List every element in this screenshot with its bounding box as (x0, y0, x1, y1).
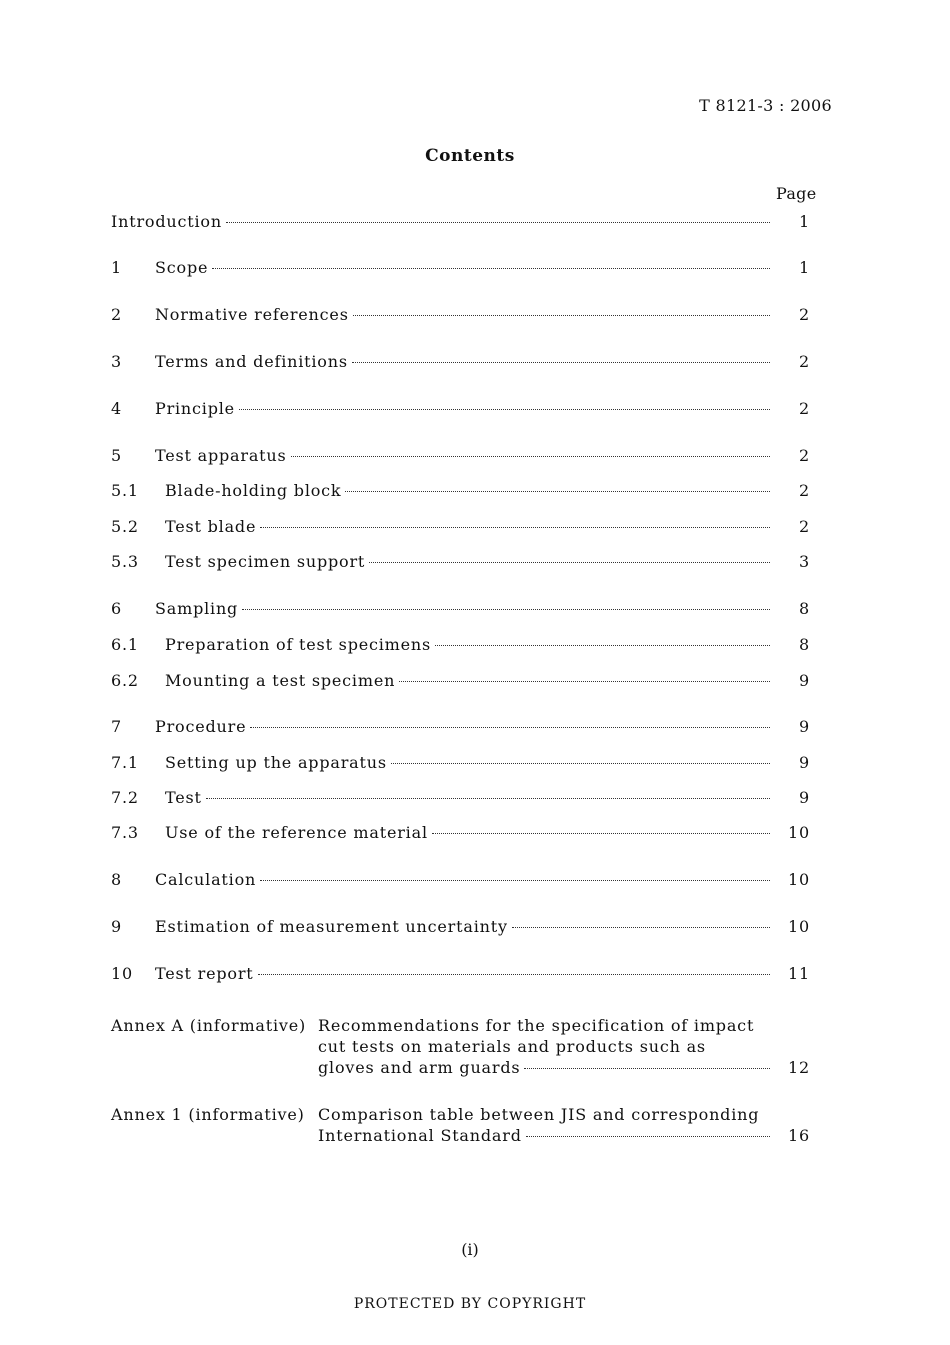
toc-entry-page: 2 (799, 399, 810, 418)
annex-title-last-line (318, 1125, 810, 1146)
toc-entry-page: 8 (799, 599, 810, 618)
toc-entry-label: Test (165, 788, 202, 807)
toc-entry-number: 10 (111, 964, 133, 983)
dot-leader (242, 609, 770, 610)
annex-heading: Annex A (informative) (111, 1016, 307, 1035)
document-code: T 8121-3 : 2006 (699, 96, 832, 115)
dot-leader (435, 645, 770, 646)
toc-entry[interactable] (111, 599, 810, 625)
toc-entry-number: 5 (111, 446, 122, 465)
toc-entry-number: 2 (111, 305, 122, 324)
annex-title-last-line (318, 1057, 810, 1078)
toc-entry-page: 10 (788, 917, 810, 936)
annex-entry[interactable] (111, 1104, 810, 1146)
toc-entry-label: Test blade (165, 517, 257, 536)
toc-entry-number: 9 (111, 917, 122, 936)
dot-leader (432, 833, 770, 834)
toc-entry-label: Normative references (155, 305, 349, 324)
toc-entry-page: 9 (799, 788, 810, 807)
toc-entry-page: 8 (799, 635, 810, 654)
toc-entry-number: 4 (111, 399, 122, 418)
annex-entry[interactable] (111, 1015, 810, 1078)
toc-entry[interactable] (111, 717, 810, 743)
toc-entry-page: 2 (799, 446, 810, 465)
toc-entry-number: 7.1 (111, 753, 139, 772)
toc-entry-page: 1 (799, 258, 810, 277)
toc-entry[interactable] (111, 481, 810, 507)
toc-entry-page: 10 (788, 870, 810, 889)
toc-entry-number: 3 (111, 352, 122, 371)
dot-leader (212, 268, 770, 269)
toc-entry-page: 10 (788, 823, 810, 842)
toc-entry[interactable] (111, 870, 810, 896)
toc-entry-label: Blade-holding block (165, 481, 342, 500)
toc-entry-label: Calculation (155, 870, 257, 889)
annex-title (318, 1015, 810, 1078)
toc-entry-number: 6 (111, 599, 122, 618)
toc-entry-label: Test apparatus (155, 446, 287, 465)
page-column-label: Page (776, 184, 817, 203)
table-of-contents (111, 212, 810, 1146)
toc-entry[interactable] (111, 212, 810, 238)
toc-entry[interactable] (111, 552, 810, 578)
toc-entry-number: 7 (111, 717, 122, 736)
toc-entry-label: Use of the reference material (165, 823, 428, 842)
toc-entry[interactable] (111, 352, 810, 378)
toc-entry-label: Setting up the apparatus (165, 753, 387, 772)
toc-entry-label: Preparation of test specimens (165, 635, 432, 654)
toc-entry-label: Test report (155, 964, 254, 983)
toc-entry-number: 6.2 (111, 671, 139, 690)
footer-page-number: (i) (461, 1240, 479, 1259)
toc-entry-page: 2 (799, 517, 810, 536)
toc-entry-label: Introduction (111, 212, 222, 231)
toc-entry-number: 5.1 (111, 481, 139, 500)
toc-entry-label: Mounting a test specimen (165, 671, 396, 690)
toc-entry-number: 7.2 (111, 788, 139, 807)
annex-heading: Annex 1 (informative) (111, 1105, 305, 1124)
toc-entry-page: 9 (799, 671, 810, 690)
page-title: Contents (425, 146, 515, 166)
toc-entry-label: Terms and definitions (155, 352, 348, 371)
toc-entry-number: 5.2 (111, 517, 139, 536)
toc-entry-number: 1 (111, 258, 122, 277)
dot-leader (512, 927, 770, 928)
toc-entry-page: 9 (799, 717, 810, 736)
dot-leader (369, 562, 770, 563)
toc-entry-label: Sampling (155, 599, 239, 618)
dot-leader (524, 1068, 770, 1069)
toc-entry-number: 8 (111, 870, 122, 889)
annex-title (318, 1104, 810, 1146)
dot-leader (206, 798, 770, 799)
dot-leader (291, 456, 770, 457)
dot-leader (352, 362, 770, 363)
dot-leader (345, 491, 770, 492)
toc-entry-number: 7.3 (111, 823, 139, 842)
toc-entry-label: Test specimen support (165, 552, 366, 571)
toc-entry-page: 2 (799, 305, 810, 324)
toc-entry-label: Scope (155, 258, 209, 277)
toc-entry[interactable] (111, 399, 810, 425)
toc-entry[interactable] (111, 671, 810, 697)
toc-entry-number: 6.1 (111, 635, 139, 654)
toc-entry[interactable] (111, 305, 810, 331)
toc-entry-label: Estimation of measurement uncertainty (155, 917, 508, 936)
toc-entry-page: 1 (799, 212, 810, 231)
annex-page: 16 (788, 1126, 810, 1145)
toc-entry-page: 2 (799, 481, 810, 500)
toc-entry[interactable] (111, 964, 810, 990)
copyright-notice: PROTECTED BY COPYRIGHT (353, 1296, 587, 1312)
toc-entry[interactable] (111, 788, 810, 814)
dot-leader (258, 974, 771, 975)
toc-entry-label: Principle (155, 399, 235, 418)
annex-title-line: International Standard (318, 1126, 522, 1145)
toc-entry-number: 5.3 (111, 552, 139, 571)
dot-leader (239, 409, 770, 410)
annex-title-line: Comparison table between JIS and corresponding (318, 1105, 760, 1124)
annex-title-line: Recommendations for the specification of impact (318, 1016, 755, 1035)
toc-entry-label: Procedure (155, 717, 247, 736)
toc-entry[interactable] (111, 823, 810, 849)
dot-leader (250, 727, 770, 728)
annex-page: 12 (788, 1058, 810, 1077)
annex-title-line: cut tests on materials and products such as (318, 1037, 706, 1056)
dot-leader (260, 880, 770, 881)
dot-leader (399, 681, 770, 682)
dot-leader (526, 1136, 770, 1137)
toc-entry-page: 2 (799, 352, 810, 371)
dot-leader (260, 527, 770, 528)
toc-entry[interactable] (111, 258, 810, 284)
dot-leader (391, 763, 770, 764)
annex-title-line: gloves and arm guards (318, 1058, 521, 1077)
toc-entry[interactable] (111, 917, 810, 943)
toc-entry[interactable] (111, 753, 810, 779)
dot-leader (353, 315, 770, 316)
toc-entry-page: 9 (799, 753, 810, 772)
toc-entry-page: 3 (799, 552, 810, 571)
toc-entry[interactable] (111, 517, 810, 543)
toc-entry-page: 11 (788, 964, 810, 983)
toc-entry[interactable] (111, 446, 810, 472)
dot-leader (226, 222, 770, 223)
toc-entry[interactable] (111, 635, 810, 661)
